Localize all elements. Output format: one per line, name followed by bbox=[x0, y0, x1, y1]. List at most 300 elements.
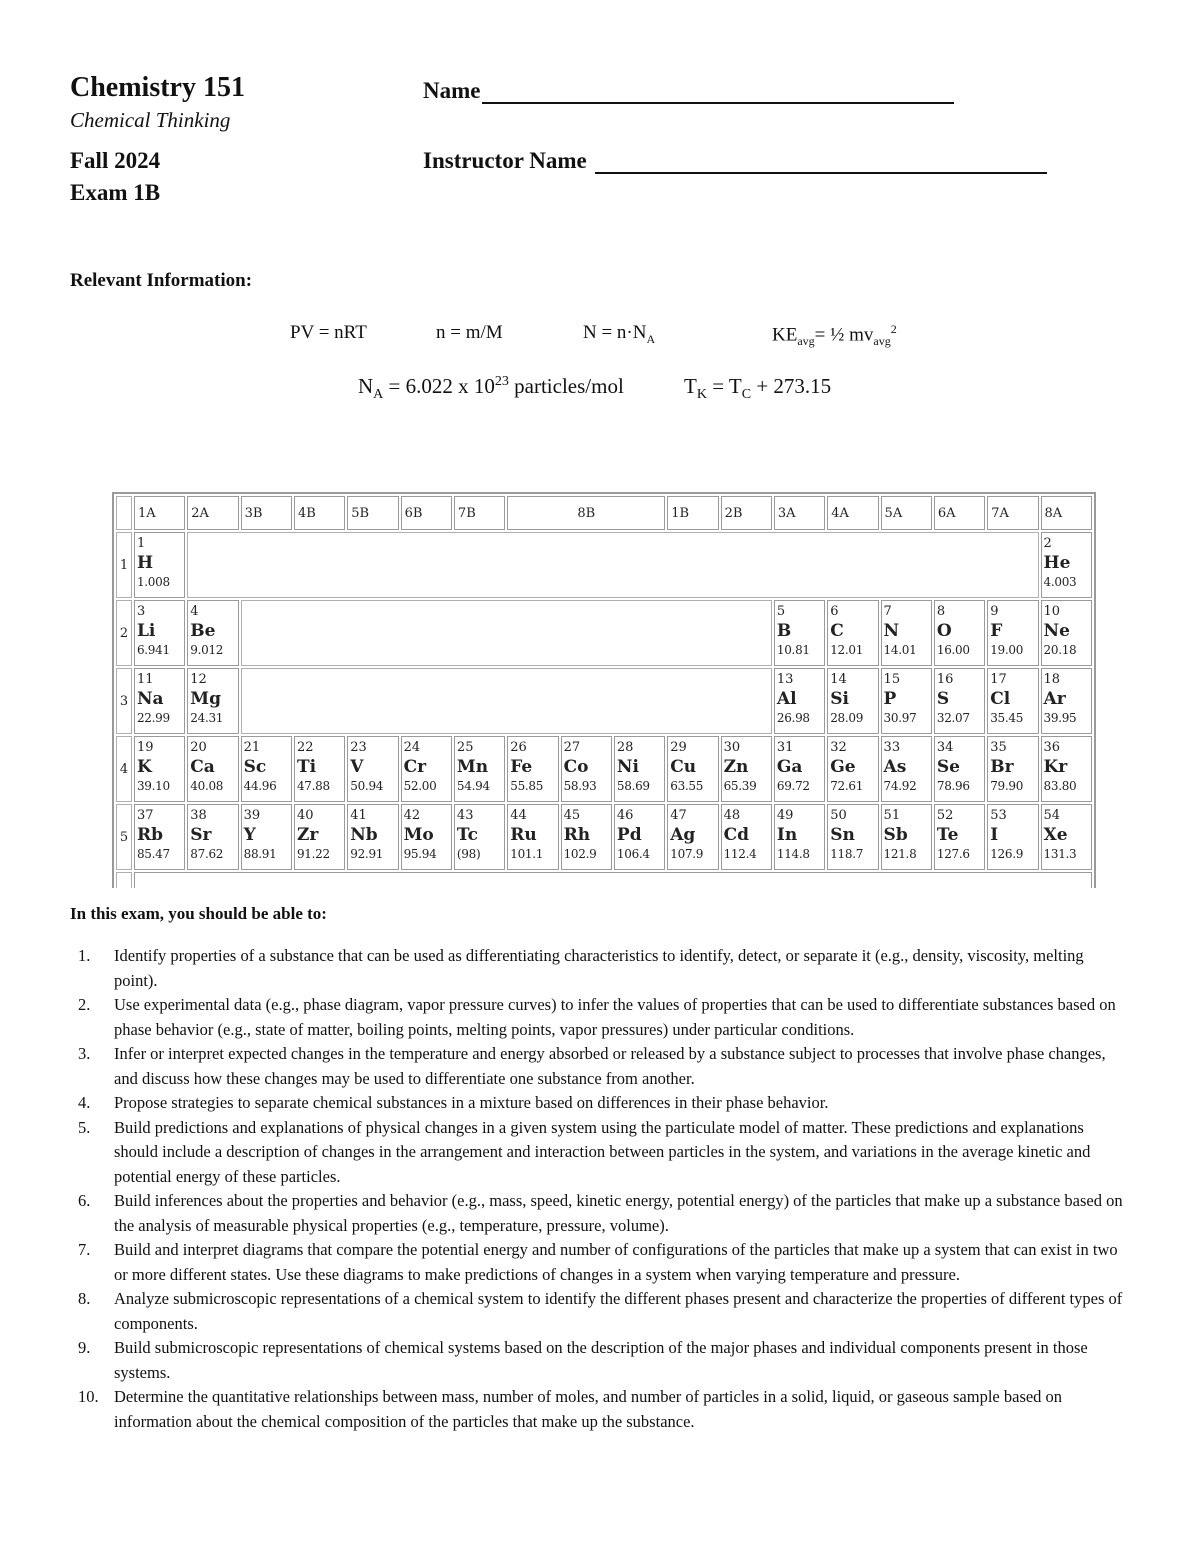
element-atomic-mass: 95.94 bbox=[403, 847, 437, 861]
objective-number: 8. bbox=[78, 1289, 91, 1308]
element-atomic-number: 19 bbox=[136, 740, 154, 755]
element-atomic-mass: 55.85 bbox=[510, 779, 544, 793]
element-atomic-mass: 85.47 bbox=[136, 847, 170, 861]
equation-kinetic-energy bbox=[772, 322, 897, 349]
element-cell bbox=[987, 600, 1038, 666]
element-atomic-number: 32 bbox=[830, 740, 847, 755]
element-symbol: Cu bbox=[670, 757, 697, 777]
element-atomic-number: 42 bbox=[403, 808, 421, 823]
element-symbol: As bbox=[883, 757, 907, 777]
group-header: 4B bbox=[294, 496, 345, 530]
element-atomic-number: 40 bbox=[296, 808, 314, 823]
element-atomic-mass: 79.90 bbox=[990, 779, 1024, 793]
element-symbol: H bbox=[136, 553, 154, 573]
element-symbol: Ru bbox=[510, 825, 537, 845]
group-header-row bbox=[116, 496, 1092, 530]
element-atomic-mass: 20.18 bbox=[1043, 643, 1077, 657]
element-cell bbox=[774, 668, 825, 734]
element-atomic-number: 44 bbox=[510, 808, 527, 823]
element-cell bbox=[1041, 736, 1092, 802]
element-atomic-mass: 4.003 bbox=[1043, 575, 1077, 589]
objective-item bbox=[70, 1091, 1130, 1116]
objective-item bbox=[70, 1238, 1130, 1287]
element-cell bbox=[987, 804, 1038, 870]
element-symbol: Br bbox=[990, 757, 1014, 777]
element-symbol: Rh bbox=[563, 825, 591, 845]
group-header: 3B bbox=[241, 496, 292, 530]
tk-tail: + 273.15 bbox=[751, 374, 832, 398]
element-atomic-number: 34 bbox=[936, 740, 954, 755]
element-atomic-number: 16 bbox=[936, 672, 954, 687]
element-symbol: Na bbox=[136, 689, 164, 709]
element-atomic-mass: 74.92 bbox=[883, 779, 917, 793]
tk-sub: K bbox=[696, 387, 707, 403]
na-unit: particles/mol bbox=[508, 374, 624, 398]
element-symbol: Sn bbox=[830, 825, 855, 845]
objective-number: 5. bbox=[78, 1117, 91, 1137]
element-cell bbox=[1041, 532, 1092, 598]
element-atomic-mass: 131.3 bbox=[1043, 847, 1077, 861]
element-cell bbox=[134, 804, 185, 870]
element-atomic-mass: 47.88 bbox=[296, 779, 330, 793]
element-atomic-number: 46 bbox=[616, 808, 634, 823]
element-atomic-mass: 102.9 bbox=[563, 847, 597, 861]
element-symbol: Mn bbox=[456, 757, 489, 777]
element-cell bbox=[881, 736, 932, 802]
element-symbol: Ne bbox=[1043, 621, 1070, 641]
objective-number: 7. bbox=[78, 1240, 91, 1259]
element-symbol: Ti bbox=[296, 757, 317, 777]
element-atomic-mass: 12.01 bbox=[830, 643, 864, 657]
element-symbol: Pd bbox=[616, 825, 642, 845]
tk-sym: T bbox=[684, 374, 697, 398]
name-label: Name bbox=[423, 78, 481, 103]
element-atomic-number: 18 bbox=[1043, 672, 1061, 687]
element-atomic-number: 6 bbox=[830, 604, 839, 619]
element-symbol: Ar bbox=[1043, 689, 1066, 709]
exam-label: Exam 1B bbox=[70, 180, 161, 205]
course-subtitle: Chemical Thinking bbox=[70, 108, 231, 132]
period-row-cut bbox=[116, 872, 1092, 888]
equation-moles: n = m/M bbox=[436, 322, 503, 343]
eq-particles-sub: A bbox=[646, 331, 656, 346]
element-atomic-number: 50 bbox=[830, 808, 847, 823]
element-atomic-mass: 1.008 bbox=[136, 575, 170, 589]
eq-particles-lhs: N = n·N bbox=[583, 322, 647, 343]
element-cell bbox=[347, 804, 398, 870]
element-symbol: Zr bbox=[296, 825, 319, 845]
group-header: 1B bbox=[667, 496, 718, 530]
element-cell bbox=[134, 668, 185, 734]
element-symbol: He bbox=[1043, 553, 1071, 573]
objective-item bbox=[70, 1116, 1130, 1190]
objective-item bbox=[70, 944, 1130, 993]
element-symbol: Sb bbox=[883, 825, 908, 845]
element-atomic-number: 7 bbox=[883, 604, 892, 619]
element-cell bbox=[187, 804, 238, 870]
period-row bbox=[116, 668, 1092, 734]
element-atomic-mass: 112.4 bbox=[723, 847, 757, 861]
element-cell bbox=[1041, 668, 1092, 734]
element-atomic-mass: 50.94 bbox=[350, 779, 384, 793]
element-symbol: Xe bbox=[1043, 825, 1068, 845]
element-atomic-mass: (98) bbox=[456, 847, 481, 861]
element-symbol: Te bbox=[936, 825, 959, 845]
element-symbol: Al bbox=[776, 689, 797, 709]
group-header: 6B bbox=[401, 496, 452, 530]
element-atomic-mass: 32.07 bbox=[936, 711, 970, 725]
element-atomic-mass: 69.72 bbox=[776, 779, 810, 793]
group-header: 8A bbox=[1041, 496, 1092, 530]
element-atomic-number: 2 bbox=[1043, 536, 1052, 551]
element-cell bbox=[881, 600, 932, 666]
eq-ke-lhs: KE bbox=[772, 324, 798, 346]
period-label: 5 bbox=[116, 804, 132, 870]
element-atomic-mass: 92.91 bbox=[350, 847, 384, 861]
element-atomic-mass: 121.8 bbox=[883, 847, 917, 861]
element-cell bbox=[134, 736, 185, 802]
element-atomic-mass: 52.00 bbox=[403, 779, 437, 793]
instructor-label: Instructor Name bbox=[423, 148, 587, 173]
element-symbol: Ni bbox=[616, 757, 639, 777]
element-cell bbox=[561, 736, 612, 802]
element-cell bbox=[1041, 804, 1092, 870]
periodic-table bbox=[112, 492, 1096, 888]
term: Fall 2024 bbox=[70, 148, 161, 173]
objective-number: 9. bbox=[78, 1338, 91, 1357]
equation-ideal-gas: PV = nRT bbox=[290, 322, 367, 343]
objective-item bbox=[70, 993, 1130, 1042]
element-cell bbox=[774, 736, 825, 802]
element-cell bbox=[881, 804, 932, 870]
group-header: 3A bbox=[774, 496, 825, 530]
element-cell bbox=[827, 668, 878, 734]
element-atomic-mass: 39.95 bbox=[1043, 711, 1077, 725]
element-atomic-mass: 87.62 bbox=[190, 847, 224, 861]
element-cell bbox=[934, 804, 985, 870]
element-atomic-number: 14 bbox=[830, 672, 847, 687]
element-atomic-number: 49 bbox=[776, 808, 794, 823]
element-cell bbox=[134, 532, 185, 598]
element-atomic-mass: 127.6 bbox=[936, 847, 970, 861]
element-atomic-number: 35 bbox=[990, 740, 1007, 755]
element-cell bbox=[667, 804, 718, 870]
element-atomic-number: 36 bbox=[1043, 740, 1061, 755]
objective-text: Use experimental data (e.g., phase diagram, vapor pressure curves) to infer the values of properties that can be used to differentiate substances based on phase behavior (e.g., state of matter, boiling points, melting points, vapor pressures) under particular conditions. bbox=[114, 995, 1116, 1039]
na-sym: N bbox=[358, 374, 374, 398]
group-header: 2A bbox=[187, 496, 238, 530]
element-cell bbox=[774, 804, 825, 870]
element-atomic-mass: 91.22 bbox=[296, 847, 330, 861]
element-atomic-number: 31 bbox=[776, 740, 794, 755]
group-header: 8B bbox=[507, 496, 665, 530]
period-label: 2 bbox=[116, 600, 132, 666]
element-atomic-number: 23 bbox=[350, 740, 367, 755]
element-cell bbox=[934, 736, 985, 802]
element-atomic-mass: 72.61 bbox=[830, 779, 864, 793]
element-atomic-mass: 6.941 bbox=[136, 643, 170, 657]
element-symbol: Rb bbox=[136, 825, 163, 845]
objective-text: Build predictions and explanations of physical changes in a given system using the particulate model of matter. These predictions and explanations should include a description of changes in the arrangement and interaction between particles in the system, and variations in the average kinetic and potential energy of these particles. bbox=[114, 1117, 1091, 1186]
period-row bbox=[116, 804, 1092, 870]
empty-block bbox=[241, 600, 772, 666]
group-header: 1A bbox=[134, 496, 185, 530]
element-symbol: Li bbox=[136, 621, 156, 641]
element-cell bbox=[987, 736, 1038, 802]
element-cell bbox=[347, 736, 398, 802]
element-atomic-number: 9 bbox=[990, 604, 999, 619]
element-atomic-number: 26 bbox=[510, 740, 527, 755]
tk-sub2: C bbox=[741, 387, 752, 403]
objective-text: Propose strategies to separate chemical substances in a mixture based on differences in their phase behavior. bbox=[114, 1093, 829, 1112]
periodic-table-grid bbox=[112, 492, 1096, 888]
empty-block bbox=[187, 532, 1038, 598]
element-atomic-mass: 44.96 bbox=[243, 779, 277, 793]
element-cell bbox=[721, 736, 772, 802]
period-label bbox=[116, 872, 132, 888]
element-symbol: Ag bbox=[670, 825, 696, 845]
element-cell bbox=[401, 804, 452, 870]
element-atomic-mass: 78.96 bbox=[936, 779, 970, 793]
element-cell bbox=[401, 736, 452, 802]
group-header: 5A bbox=[881, 496, 932, 530]
element-cell bbox=[667, 736, 718, 802]
element-symbol: F bbox=[990, 621, 1003, 641]
element-atomic-mass: 107.9 bbox=[670, 847, 704, 861]
element-symbol: I bbox=[990, 825, 999, 845]
element-atomic-number: 37 bbox=[136, 808, 154, 823]
element-atomic-number: 15 bbox=[883, 672, 901, 687]
objective-text: Identify properties of a substance that can be used as differentiating characteristics to identify, detect, or separate it (e.g., density, viscosity, melting point). bbox=[114, 946, 1084, 990]
element-symbol: Sc bbox=[243, 757, 267, 777]
objective-text: Determine the quantitative relationships between mass, number of moles, and number of particles in a solid, liquid, or gaseous sample based on information about the chemical composition of the particles that make up the substance. bbox=[114, 1387, 1063, 1431]
element-symbol: Ge bbox=[830, 757, 856, 777]
element-atomic-number: 38 bbox=[190, 808, 207, 823]
element-symbol: K bbox=[136, 757, 152, 777]
element-cell bbox=[187, 668, 238, 734]
element-cell bbox=[614, 736, 665, 802]
element-cell bbox=[294, 736, 345, 802]
element-symbol: Cr bbox=[403, 757, 427, 777]
group-header: 5B bbox=[347, 496, 398, 530]
objective-item bbox=[70, 1336, 1130, 1385]
name-field bbox=[423, 78, 954, 104]
element-atomic-number: 20 bbox=[190, 740, 207, 755]
avogadro-constant bbox=[358, 374, 624, 403]
element-symbol: Be bbox=[190, 621, 216, 641]
element-cell bbox=[561, 804, 612, 870]
element-cell bbox=[774, 600, 825, 666]
element-atomic-mass: 58.93 bbox=[563, 779, 597, 793]
element-cell bbox=[241, 736, 292, 802]
element-atomic-mass: 114.8 bbox=[776, 847, 810, 861]
element-atomic-number: 8 bbox=[936, 604, 946, 619]
element-cell bbox=[827, 600, 878, 666]
element-cell bbox=[934, 600, 985, 666]
period-row bbox=[116, 600, 1092, 666]
element-atomic-mass: 65.39 bbox=[723, 779, 757, 793]
objectives-heading: In this exam, you should be able to: bbox=[70, 904, 327, 923]
element-atomic-mass: 35.45 bbox=[990, 711, 1024, 725]
na-sub: A bbox=[373, 387, 384, 403]
element-symbol: C bbox=[830, 621, 844, 641]
objective-number: 6. bbox=[78, 1191, 91, 1210]
element-cell bbox=[827, 804, 878, 870]
objective-item bbox=[70, 1385, 1130, 1434]
element-cell bbox=[187, 736, 238, 802]
element-symbol: Ca bbox=[190, 757, 215, 777]
element-atomic-mass: 19.00 bbox=[990, 643, 1024, 657]
cut-off-row bbox=[134, 872, 1092, 888]
group-header: 4A bbox=[827, 496, 878, 530]
element-cell bbox=[454, 736, 505, 802]
element-atomic-number: 39 bbox=[243, 808, 261, 823]
period-label: 3 bbox=[116, 668, 132, 734]
element-symbol: P bbox=[883, 689, 897, 709]
group-header: 7B bbox=[454, 496, 505, 530]
objective-text: Analyze submicroscopic representations of a chemical system to identify the different phases present and characterize the properties of different types of components. bbox=[114, 1289, 1123, 1333]
group-header: 2B bbox=[721, 496, 772, 530]
element-atomic-mass: 126.9 bbox=[990, 847, 1024, 861]
element-cell bbox=[614, 804, 665, 870]
element-symbol: Cd bbox=[723, 825, 749, 845]
element-cell bbox=[134, 600, 185, 666]
element-atomic-number: 28 bbox=[616, 740, 634, 755]
element-atomic-number: 1 bbox=[136, 536, 146, 551]
element-symbol: Mg bbox=[190, 689, 221, 709]
instructor-field bbox=[423, 148, 1047, 174]
element-symbol: Zn bbox=[723, 757, 749, 777]
na-value: = 6.022 x 10 bbox=[383, 374, 495, 398]
element-symbol: N bbox=[883, 621, 900, 641]
eq-ke-sup: 2 bbox=[890, 322, 897, 336]
element-atomic-number: 54 bbox=[1043, 808, 1061, 823]
element-atomic-number: 51 bbox=[883, 808, 901, 823]
objective-item bbox=[70, 1189, 1130, 1238]
element-atomic-mass: 10.81 bbox=[776, 643, 810, 657]
eq-ke-sub: avg bbox=[797, 334, 815, 349]
element-atomic-number: 22 bbox=[296, 740, 314, 755]
element-atomic-number: 21 bbox=[243, 740, 261, 755]
element-atomic-number: 13 bbox=[776, 672, 794, 687]
element-atomic-number: 11 bbox=[136, 672, 154, 687]
element-atomic-mass: 106.4 bbox=[616, 847, 650, 861]
element-cell bbox=[881, 668, 932, 734]
element-atomic-number: 45 bbox=[563, 808, 581, 823]
eq-ke-sub2: avg bbox=[873, 334, 891, 349]
element-cell bbox=[187, 600, 238, 666]
element-atomic-mass: 39.10 bbox=[136, 779, 170, 793]
element-atomic-mass: 28.09 bbox=[830, 711, 864, 725]
element-atomic-number: 48 bbox=[723, 808, 741, 823]
element-atomic-number: 27 bbox=[563, 740, 581, 755]
kelvin-conversion bbox=[684, 374, 831, 403]
element-atomic-mass: 58.69 bbox=[616, 779, 650, 793]
element-atomic-mass: 22.99 bbox=[136, 711, 170, 725]
instructor-blank-line bbox=[595, 148, 1047, 174]
objective-text: Build and interpret diagrams that compare the potential energy and number of configurations of the particles that make up a system that can exist in two or more different states. Use these diagrams to make predictions of changes in a system when varying temperature and pressure. bbox=[114, 1240, 1118, 1284]
element-atomic-number: 25 bbox=[456, 740, 474, 755]
element-atomic-number: 29 bbox=[670, 740, 687, 755]
element-cell bbox=[934, 668, 985, 734]
element-atomic-number: 52 bbox=[936, 808, 954, 823]
element-atomic-number: 30 bbox=[723, 740, 741, 755]
objective-text: Infer or interpret expected changes in the temperature and energy absorbed or released by a substance subject to processes that involve phase changes, and discuss how these changes may be used to differentiate one substance from another. bbox=[114, 1044, 1106, 1088]
element-symbol: Fe bbox=[510, 757, 533, 777]
element-symbol: Kr bbox=[1043, 757, 1068, 777]
element-cell bbox=[294, 804, 345, 870]
element-symbol: Co bbox=[563, 757, 589, 777]
element-symbol: Cl bbox=[990, 689, 1011, 709]
element-atomic-number: 12 bbox=[190, 672, 207, 687]
element-atomic-number: 5 bbox=[776, 604, 786, 619]
objective-number: 2. bbox=[78, 995, 91, 1014]
element-atomic-mass: 88.91 bbox=[243, 847, 277, 861]
element-symbol: Tc bbox=[456, 825, 478, 845]
objective-item bbox=[70, 1042, 1130, 1091]
element-cell bbox=[1041, 600, 1092, 666]
group-header: 6A bbox=[934, 496, 985, 530]
element-atomic-mass: 9.012 bbox=[190, 643, 224, 657]
objective-item bbox=[70, 1287, 1130, 1336]
element-atomic-number: 33 bbox=[883, 740, 901, 755]
objective-number: 4. bbox=[78, 1093, 91, 1112]
element-atomic-mass: 83.80 bbox=[1043, 779, 1077, 793]
element-atomic-number: 53 bbox=[990, 808, 1007, 823]
period-row bbox=[116, 736, 1092, 802]
course-title: Chemistry 151 bbox=[70, 72, 245, 103]
element-cell bbox=[507, 804, 558, 870]
corner-cell bbox=[116, 496, 132, 530]
na-exp: 23 bbox=[494, 374, 509, 389]
objective-number: 1. bbox=[78, 946, 91, 965]
period-label: 1 bbox=[116, 532, 132, 598]
element-atomic-mass: 63.55 bbox=[670, 779, 704, 793]
element-symbol: Se bbox=[936, 757, 960, 777]
element-cell bbox=[454, 804, 505, 870]
element-atomic-mass: 54.94 bbox=[456, 779, 490, 793]
element-atomic-number: 41 bbox=[350, 808, 367, 823]
element-symbol: Ga bbox=[776, 757, 803, 777]
period-label: 4 bbox=[116, 736, 132, 802]
element-atomic-number: 24 bbox=[403, 740, 421, 755]
element-atomic-mass: 24.31 bbox=[190, 711, 224, 725]
element-atomic-number: 3 bbox=[136, 604, 146, 619]
element-cell bbox=[507, 736, 558, 802]
equation-particles bbox=[583, 322, 655, 347]
element-atomic-mass: 14.01 bbox=[883, 643, 917, 657]
element-atomic-mass: 40.08 bbox=[190, 779, 224, 793]
element-atomic-number: 10 bbox=[1043, 604, 1061, 619]
element-cell bbox=[241, 804, 292, 870]
group-header: 7A bbox=[987, 496, 1038, 530]
objective-number: 3. bbox=[78, 1044, 91, 1063]
period-row bbox=[116, 532, 1092, 598]
element-atomic-mass: 101.1 bbox=[510, 847, 544, 861]
element-symbol: Nb bbox=[350, 825, 378, 845]
element-symbol: S bbox=[936, 689, 950, 709]
element-atomic-number: 43 bbox=[456, 808, 474, 823]
element-cell bbox=[987, 668, 1038, 734]
element-cell bbox=[721, 804, 772, 870]
element-symbol: V bbox=[350, 757, 364, 777]
element-symbol: Mo bbox=[403, 825, 434, 845]
element-atomic-mass: 26.98 bbox=[776, 711, 810, 725]
empty-block bbox=[241, 668, 772, 734]
eq-ke-mid: = ½ mv bbox=[814, 324, 874, 346]
element-symbol: B bbox=[776, 621, 792, 641]
objective-number: 10. bbox=[78, 1387, 99, 1406]
